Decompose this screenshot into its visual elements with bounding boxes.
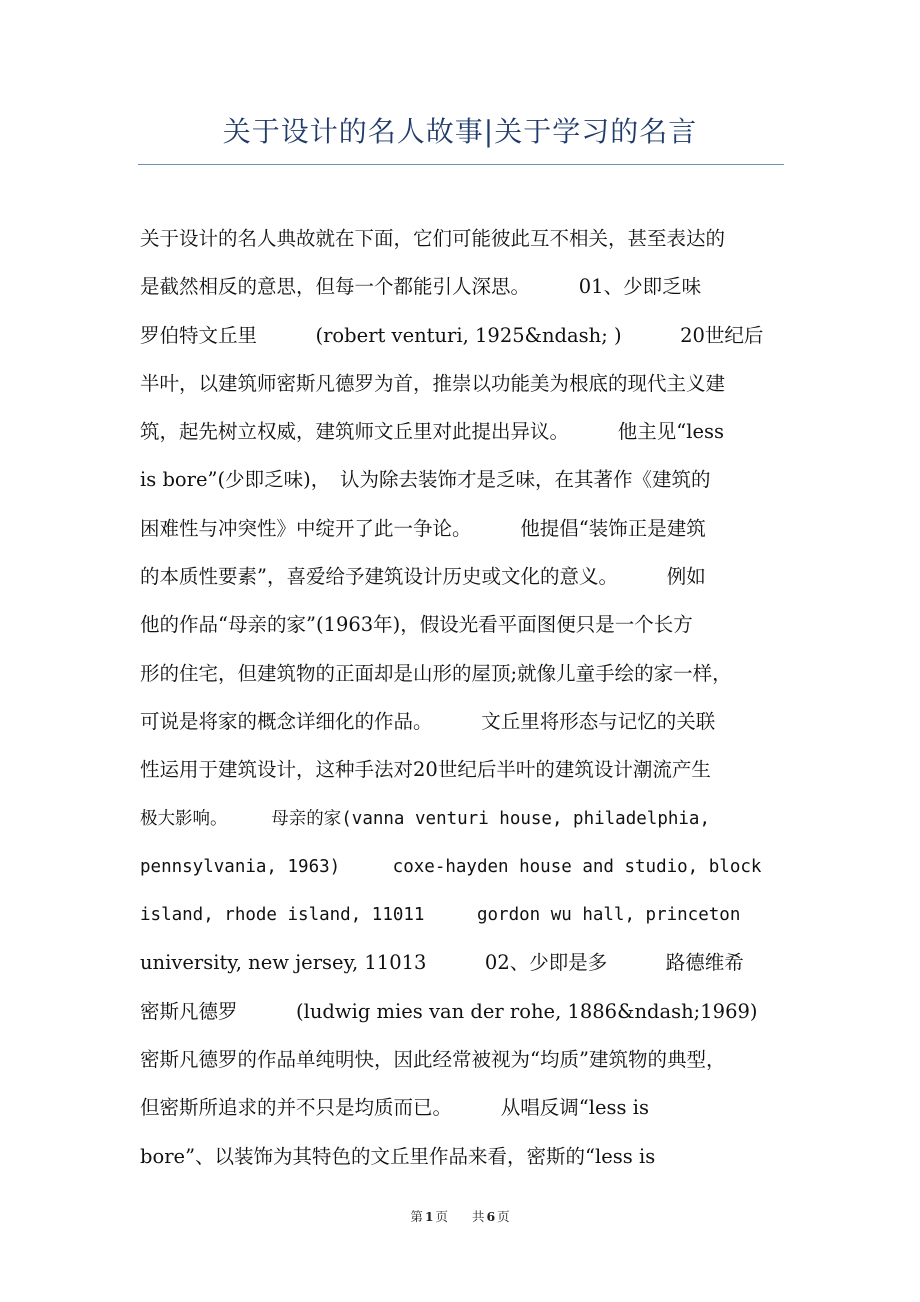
body-line: 关于设计的名人典故就在下面，它们可能彼此互不相关，甚至表达的 xyxy=(140,227,726,250)
body-line: university, new jersey, 11013 02、少即是多 路德维希 xyxy=(140,951,744,975)
body-line: 筑，起先树立权威，建筑师文丘里对此提出异议。 他主见“less xyxy=(140,420,725,444)
title-underline xyxy=(138,164,784,165)
current-page-number: 1 xyxy=(424,1209,434,1224)
body-line: 形的住宅，但建筑物的正面却是山形的屋顶;就像儿童手绘的家一样， xyxy=(140,661,732,685)
document-body xyxy=(140,215,782,1181)
body-line: island, rhode island, 11011 gordon wu hall, princeton xyxy=(140,905,741,926)
body-line: is bore”(少即乏味)， 认为除去装饰才是乏味，在其著作《建筑的 xyxy=(140,468,711,492)
page-title: 关于设计的名人故事|关于学习的名言 xyxy=(222,115,698,148)
body-line: 但密斯所追求的并不只是均质而已。 从唱反调“less is xyxy=(140,1096,649,1120)
body-line: pennsylvania, 1963) coxe-hayden house and studio, block xyxy=(140,856,762,877)
body-line: 罗伯特文丘里 (robert venturi, 1925&ndash; ) 20世纪后 xyxy=(140,323,764,347)
body-line: 可说是将家的概念详细化的作品。 文丘里将形态与记忆的关联 xyxy=(140,709,716,733)
page-footer xyxy=(0,1207,920,1225)
body-line: bore”、以装饰为其特色的文丘里作品来看，密斯的“less is xyxy=(140,1144,656,1168)
total-pages-indicator: 共 6 页 xyxy=(471,1209,510,1224)
body-line: 半叶，以建筑师密斯凡德罗为首，推崇以功能美为根底的现代主义建 xyxy=(140,371,726,395)
body-line: 性运用于建筑设计，这种手法对20世纪后半叶的建筑设计潮流产生 xyxy=(140,758,711,782)
page-indicator: 第 1 页 xyxy=(410,1209,449,1224)
body-line: 密斯凡德罗 (ludwig mies van der rohe, 1886&ndash;1969) xyxy=(140,999,758,1023)
body-line: 困难性与冲突性》中绽开了此一争论。 他提倡“装饰正是建筑 xyxy=(140,516,706,540)
body-line: 的本质性要素”，喜爱给予建筑设计历史或文化的意义。 例如 xyxy=(140,565,706,589)
body-line: 他的作品“母亲的家”(1963年)，假设光看平面图便只是一个长方 xyxy=(140,613,693,637)
body-line: 极大影响。 母亲的家(vanna venturi house, philadelphia, xyxy=(140,808,711,829)
total-pages-number: 6 xyxy=(486,1209,496,1224)
body-line: 是截然相反的意思，但每一个都能引人深思。 01、少即乏味 xyxy=(140,275,702,299)
body-line: 密斯凡德罗的作品单纯明快，因此经常被视为“均质”建筑物的典型， xyxy=(140,1048,726,1072)
